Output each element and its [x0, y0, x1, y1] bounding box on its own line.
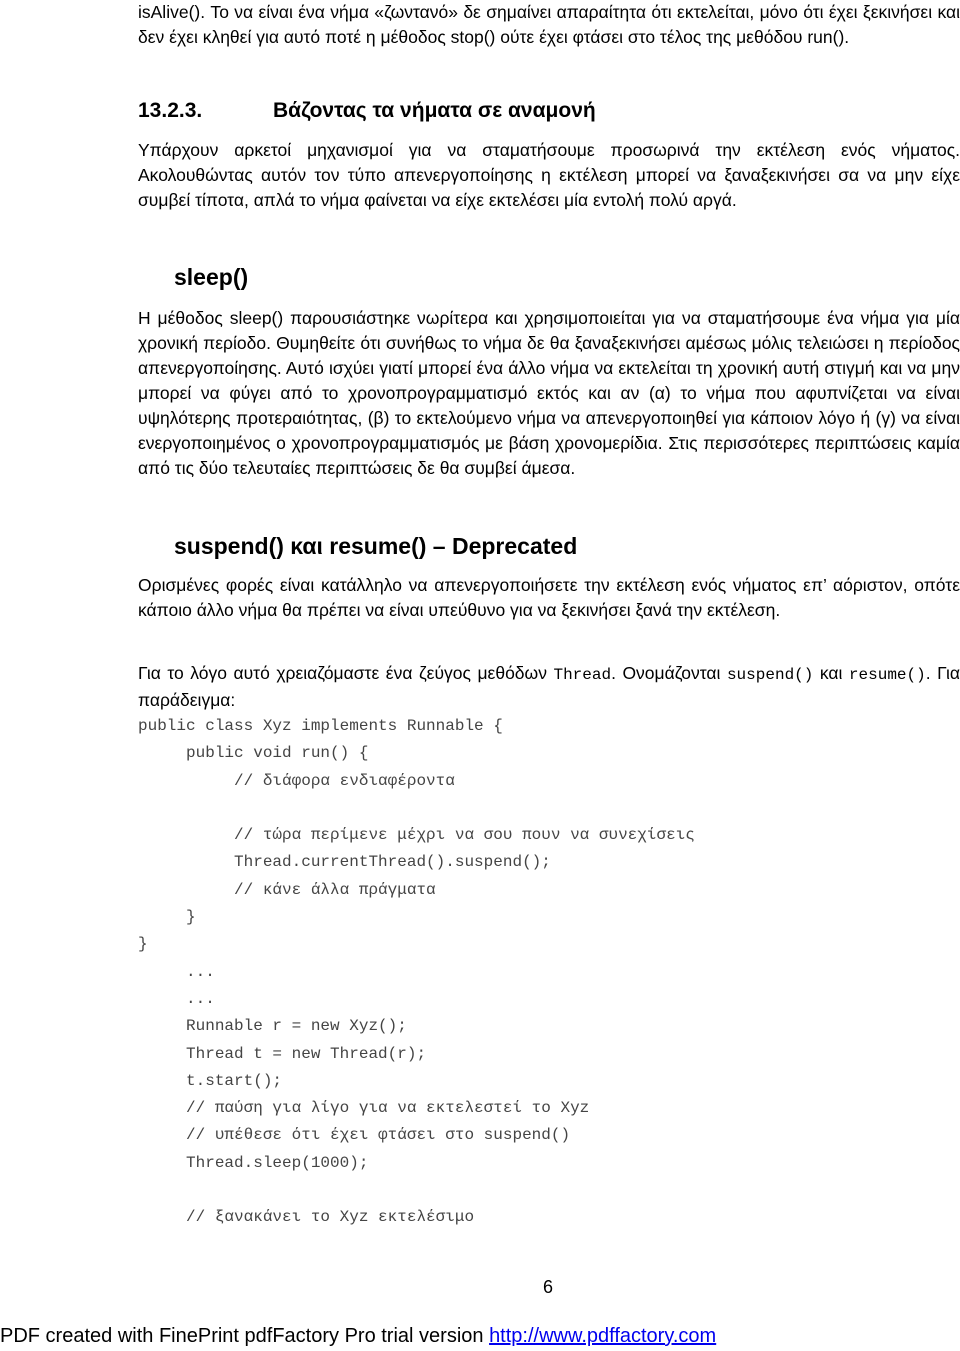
suspend-method-code: suspend() — [726, 666, 814, 684]
example-intro-text-4: . Για παράδειγμα: — [138, 663, 960, 710]
thread-class-code: Thread — [553, 666, 612, 684]
code-line: Runnable r = new Xyz(); — [138, 1017, 407, 1036]
code-line: // τώρα περίμενε μέχρι να σου πουν να συνεχίσεις — [138, 826, 695, 845]
sleep-heading: sleep() — [174, 264, 249, 290]
code-line — [138, 1177, 695, 1204]
footer-link[interactable]: http://www.pdffactory.com — [489, 1325, 717, 1347]
code-listing — [138, 713, 695, 1232]
section-title: Βάζοντας τα νήματα σε αναμονή — [273, 99, 596, 122]
code-line: t.start(); — [138, 1071, 283, 1090]
section-number: 13.2.3. — [138, 99, 203, 122]
code-line: } — [138, 908, 196, 927]
code-line: ... — [138, 989, 215, 1008]
code-line: // υπέθεσε ότι έχει φτάσει στο suspend() — [138, 1126, 571, 1145]
code-line: // διάφορα ενδιαφέροντα — [138, 771, 455, 790]
section-paragraph: Υπάρχουν αρκετοί μηχανισμοί για να σταματήσουμε προσωρινά την εκτέλεση ενός νήματος. Ακολουθώντας αυτόν τον τύπο απενεργοποίησης η εκτέλεση μπορεί να ξαναξεκινήσει σα να μην είχε συμβεί τίποτα, απλά το νήμα φαίνεται να είχε εκτελέσει μία εντολή πολύ αργά. — [138, 140, 960, 210]
suspend-example-intro — [138, 661, 960, 713]
code-line — [138, 795, 695, 822]
code-line: Thread.currentThread().suspend(); — [138, 853, 551, 872]
code-line: Thread t = new Thread(r); — [138, 1044, 427, 1063]
code-line: } — [138, 935, 148, 954]
example-intro-text-1: Για το λόγο αυτό χρειαζόμαστε ένα ζεύγος μεθόδων — [138, 663, 554, 683]
code-line: // ξανακάνει το Xyz εκτελέσιμο — [138, 1208, 475, 1227]
footer-text: PDF created with FinePrint pdfFactory Pro trial version — [0, 1325, 490, 1347]
pdf-footer — [0, 1322, 716, 1350]
suspend-paragraph: Ορισμένες φορές είναι κατάλληλο να απενεργοποιήσετε την εκτέλεση ενός νήματος επ’ αόριστον, οπότε κάποιο άλλο νήμα θα πρέπει να είναι υπεύθυνο για να ξεκινήσει ξανά την εκτέλεση. — [138, 575, 960, 620]
code-line: // παύση για λίγο για να εκτελεστεί το Xyz — [138, 1099, 590, 1118]
code-line: // κάνε άλλα πράγματα — [138, 880, 436, 899]
resume-method-code: resume() — [848, 666, 926, 684]
example-intro-text-2: . Ονομάζονται — [611, 663, 727, 683]
code-line: Thread.sleep(1000); — [138, 1153, 369, 1172]
code-line: ... — [138, 962, 215, 981]
section-heading — [138, 96, 596, 126]
sleep-paragraph: Η μέθοδος sleep() παρουσιάστηκε νωρίτερα και χρησιμοποιείται για να σταματήσουμε ένα νήμα για μία χρονική περίοδο. Θυμηθείτε ότι συνήθως το νήμα δε θα ξαναξεκινήσει αμέσως μόλις τελειώσει η περίοδος απενεργοποίησης. Αυτό ισχύει γιατί μπορεί ένα άλλο νήμα να εκτελείται τη χρονική αυτή στιγμή και να μην μπορεί να φύγει από το χρονοπρογραμματισμό εκτός και αν (α) το νήμα που αφυπνίζεται να είναι υψηλότερης προτεραιότητας, (β) το εκτελούμενο νήμα να απενεργοποιηθεί για κάποιον λόγο ή (γ) να είναι ενεργοποιημένος ο χρονοπρογραμματισμός με βάση χρονομερίδια. Στις περισσότερες περιπτώσεις καμία από τις δύο τελευταίες περιπτώσεις δε θα συμβεί άμεσα. — [138, 308, 960, 478]
code-line: public void run() { — [138, 744, 369, 763]
page-number: 6 — [542, 1277, 553, 1297]
intro-paragraph: isAlive(). Το να είναι ένα νήμα «ζωντανό» δε σημαίνει απαραίτητα ότι εκτελείται, μόνο ότι έχει ξεκινήσει και δεν έχει κληθεί για αυτό ποτέ η μέθοδος stop() ούτε έχει φτάσει στο τέλος της μεθόδου run(). — [138, 2, 960, 47]
example-intro-text-3: και — [813, 663, 849, 683]
code-line: public class Xyz implements Runnable { — [138, 717, 503, 735]
suspend-heading: suspend() και resume() – Deprecated — [174, 533, 578, 559]
